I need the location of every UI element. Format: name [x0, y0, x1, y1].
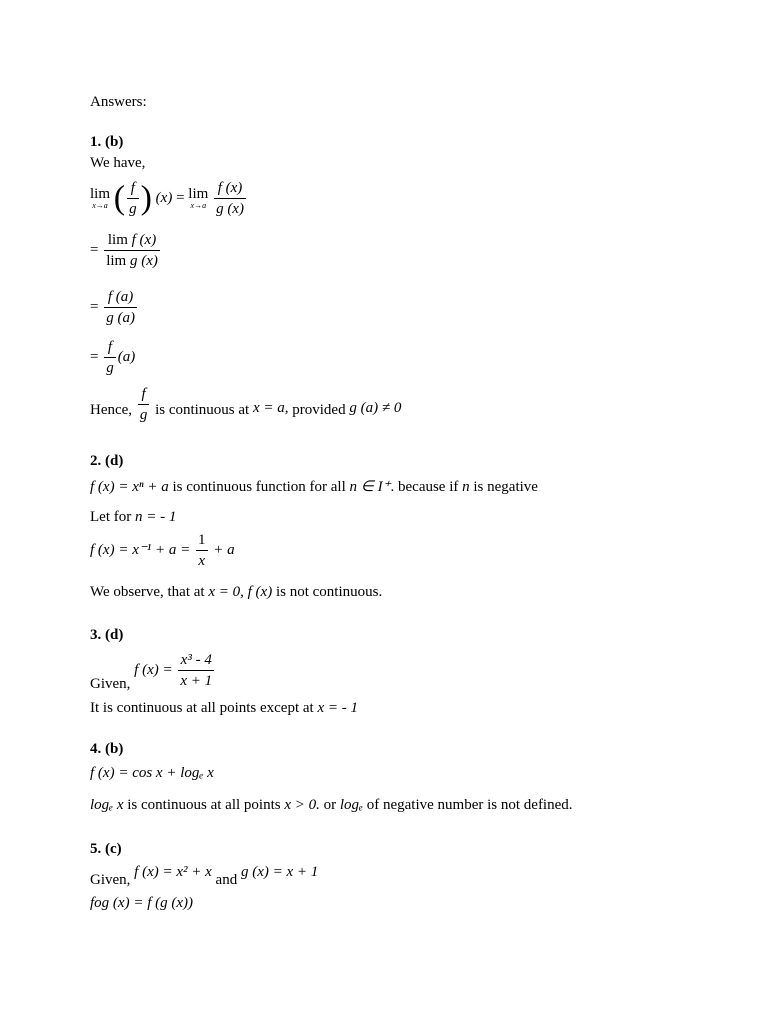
q3-given: Given, f (x) = $\frac{\text{x³ - 4}}{x + 1}$ — [90, 652, 213, 692]
answers-heading: Answers: — [90, 94, 147, 110]
q2-eq: f (x) = x⁻¹ + a = $\frac{1}{x}$ + a — [90, 532, 235, 569]
q2-label: 2. (d) — [90, 453, 124, 469]
q3-label: 3. (d) — [90, 627, 124, 643]
q1-eq2: = $\frac{\text{lim f (x)}}{\text{lim g (x)}}$ — [90, 232, 158, 269]
q2-observe: We observe, that at x = 0, f (x) is not continuous. — [90, 584, 383, 600]
q4-label: 4. (b) — [90, 741, 124, 757]
q4-func: f (x) = cos x + logₑ x — [90, 765, 214, 781]
q1-eq1: lim x→a ( $\frac{f}{g}$ ) (x) = lim x→a $\frac{f (x)}{g (x)}$ — [90, 179, 244, 217]
q5-label: 5. (c) — [90, 841, 122, 857]
q1-eq3: = $\frac{f (a)}{g (a)}$ — [90, 289, 135, 326]
q4-text: logₑ x is continuous at all points x > 0. or logₑ of negative number is not defined. — [90, 797, 573, 813]
q1-conclusion: Hence, $\frac{f}{g}$ is continuous at x = a, provided g (a) ≠ 0 — [90, 386, 402, 423]
q2-let: Let for n = - 1 — [90, 509, 177, 525]
q3-text: It is continuous at all points except at x = - 1 — [90, 700, 358, 716]
q1-eq4: = $\frac{f}{g}$ (a) — [90, 339, 136, 376]
q5-comp: fog (x) = f (g (x)) — [90, 895, 193, 911]
q1-intro: We have, — [90, 155, 146, 171]
q1-label: 1. (b) — [90, 134, 124, 150]
q2-line1: f (x) = xⁿ + a is continuous function for all n ∈ I⁺. because if n is negative — [90, 479, 538, 495]
q5-given: Given, f (x) = x² + x and g (x) = x + 1 — [90, 864, 319, 888]
